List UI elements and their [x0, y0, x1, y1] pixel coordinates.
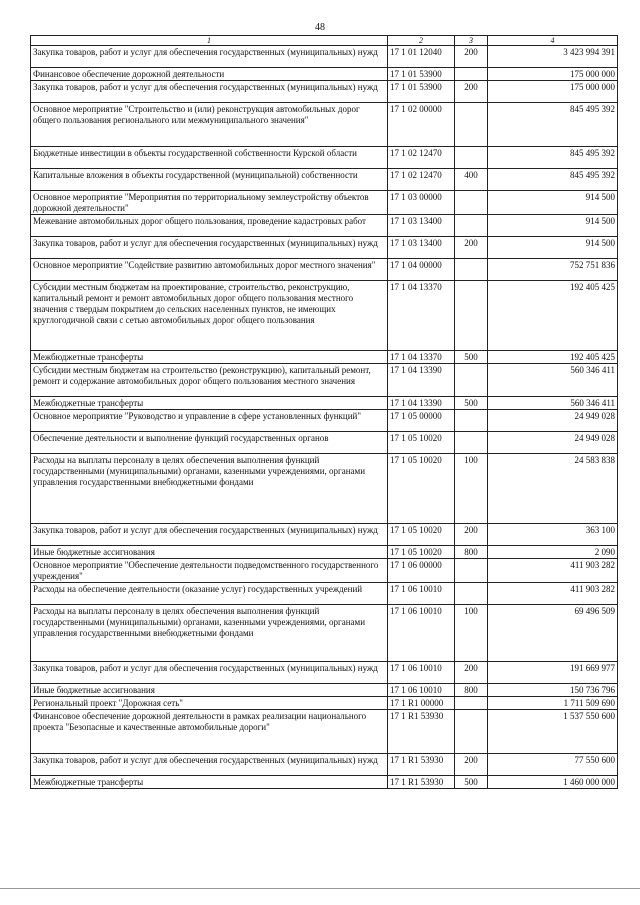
row-code-cell: 17 1 06 10010 — [388, 684, 455, 697]
row-type-cell: 200 — [455, 524, 488, 546]
row-sum-cell: 24 949 028 — [488, 432, 618, 454]
column-header-code: 2 — [388, 36, 455, 46]
table-row — [31, 583, 618, 605]
table-header-row — [31, 36, 618, 46]
row-type-cell — [455, 432, 488, 454]
table-row — [31, 524, 618, 546]
row-sum-cell: 69 496 509 — [488, 605, 618, 662]
row-type-cell — [455, 68, 488, 81]
row-type-cell — [455, 410, 488, 432]
row-sum-cell: 363 100 — [488, 524, 618, 546]
row-code-cell: 17 1 04 13390 — [388, 397, 455, 410]
row-name-cell: Капитальные вложения в объекты государственной (муниципальной) собственности — [31, 169, 388, 191]
table-body — [31, 46, 618, 789]
row-type-cell — [455, 259, 488, 281]
table-row — [31, 697, 618, 710]
column-header-name: 1 — [31, 36, 388, 46]
row-type-cell: 500 — [455, 776, 488, 789]
row-sum-cell: 77 550 600 — [488, 754, 618, 776]
table-row — [31, 662, 618, 684]
row-code-cell: 17 1 06 10010 — [388, 662, 455, 684]
row-sum-cell: 175 000 000 — [488, 68, 618, 81]
row-sum-cell: 191 669 977 — [488, 662, 618, 684]
table-row — [31, 68, 618, 81]
table-row — [31, 191, 618, 215]
row-type-cell: 200 — [455, 81, 488, 103]
row-code-cell: 17 1 04 00000 — [388, 259, 455, 281]
row-sum-cell: 845 495 392 — [488, 169, 618, 191]
row-code-cell: 17 1 04 13370 — [388, 281, 455, 351]
table-row — [31, 684, 618, 697]
row-code-cell: 17 1 03 13400 — [388, 215, 455, 237]
table-row — [31, 169, 618, 191]
row-code-cell: 17 1 04 13370 — [388, 351, 455, 364]
row-code-cell: 17 1 R1 53930 — [388, 710, 455, 754]
row-sum-cell: 24 949 028 — [488, 410, 618, 432]
table-row — [31, 281, 618, 351]
table-row — [31, 103, 618, 147]
row-name-cell: Межевание автомобильных дорог общего пользования, проведение кадастровых работ — [31, 215, 388, 237]
row-name-cell: Основное мероприятие "Мероприятия по территориальному землеустройству объектов дорожной деятельности" — [31, 191, 388, 215]
row-name-cell: Межбюджетные трансферты — [31, 776, 388, 789]
row-name-cell: Региональный проект "Дорожная сеть" — [31, 697, 388, 710]
row-code-cell: 17 1 01 53900 — [388, 68, 455, 81]
table-row — [31, 559, 618, 583]
row-sum-cell: 914 500 — [488, 237, 618, 259]
row-name-cell: Межбюджетные трансферты — [31, 397, 388, 410]
row-type-cell — [455, 147, 488, 169]
row-type-cell — [455, 710, 488, 754]
row-name-cell: Расходы на выплаты персоналу в целях обеспечения выполнения функций государственными (муниципальными) органами, казенными учреждениями, органами управления государственными внебюджетными фондами — [31, 605, 388, 662]
row-name-cell: Закупка товаров, работ и услуг для обеспечения государственных (муниципальных) нужд — [31, 46, 388, 68]
row-type-cell — [455, 103, 488, 147]
row-type-cell: 200 — [455, 46, 488, 68]
row-sum-cell: 175 000 000 — [488, 81, 618, 103]
row-name-cell: Расходы на выплаты персоналу в целях обеспечения выполнения функций государственными (муниципальными) органами, казенными учреждениями, органами управления государственными внебюджетными фондами — [31, 454, 388, 524]
budget-table — [30, 35, 618, 789]
table-row — [31, 454, 618, 524]
row-type-cell — [455, 364, 488, 397]
row-sum-cell: 150 736 796 — [488, 684, 618, 697]
row-sum-cell: 1 460 000 000 — [488, 776, 618, 789]
row-sum-cell: 845 495 392 — [488, 103, 618, 147]
column-header-sum: 4 — [488, 36, 618, 46]
table-row — [31, 259, 618, 281]
row-name-cell: Основное мероприятие "Руководство и управление в сфере установленных функций" — [31, 410, 388, 432]
row-code-cell: 17 1 05 10020 — [388, 432, 455, 454]
row-name-cell: Иные бюджетные ассигнования — [31, 684, 388, 697]
row-sum-cell: 560 346 411 — [488, 397, 618, 410]
table-row — [31, 147, 618, 169]
row-name-cell: Закупка товаров, работ и услуг для обеспечения государственных (муниципальных) нужд — [31, 81, 388, 103]
row-sum-cell: 3 423 994 391 — [488, 46, 618, 68]
row-name-cell: Закупка товаров, работ и услуг для обеспечения государственных (муниципальных) нужд — [31, 237, 388, 259]
row-name-cell: Закупка товаров, работ и услуг для обеспечения государственных (муниципальных) нужд — [31, 524, 388, 546]
table-row — [31, 605, 618, 662]
row-name-cell: Финансовое обеспечение дорожной деятельности — [31, 68, 388, 81]
row-code-cell: 17 1 02 00000 — [388, 103, 455, 147]
page-bottom-rule — [0, 888, 640, 889]
row-type-cell — [455, 697, 488, 710]
row-sum-cell: 1 537 550 600 — [488, 710, 618, 754]
row-type-cell: 500 — [455, 397, 488, 410]
row-type-cell — [455, 215, 488, 237]
row-code-cell: 17 1 R1 00000 — [388, 697, 455, 710]
table-row — [31, 46, 618, 68]
row-type-cell: 800 — [455, 684, 488, 697]
table-row — [31, 776, 618, 789]
row-sum-cell: 411 903 282 — [488, 559, 618, 583]
row-sum-cell: 914 500 — [488, 191, 618, 215]
table-row — [31, 432, 618, 454]
table-row — [31, 754, 618, 776]
table-row — [31, 397, 618, 410]
table-row — [31, 410, 618, 432]
row-type-cell: 200 — [455, 237, 488, 259]
row-type-cell: 100 — [455, 605, 488, 662]
row-sum-cell: 560 346 411 — [488, 364, 618, 397]
row-type-cell: 500 — [455, 351, 488, 364]
row-sum-cell: 24 583 838 — [488, 454, 618, 524]
table-row — [31, 237, 618, 259]
row-code-cell: 17 1 06 10010 — [388, 583, 455, 605]
row-type-cell — [455, 281, 488, 351]
row-name-cell: Межбюджетные трансферты — [31, 351, 388, 364]
row-code-cell: 17 1 05 10020 — [388, 454, 455, 524]
row-name-cell: Закупка товаров, работ и услуг для обеспечения государственных (муниципальных) нужд — [31, 754, 388, 776]
table-row — [31, 710, 618, 754]
row-name-cell: Расходы на обеспечение деятельности (оказание услуг) государственных учреждений — [31, 583, 388, 605]
page-number: 48 — [315, 22, 325, 33]
row-name-cell: Основное мероприятие "Содействие развитию автомобильных дорог местного значения" — [31, 259, 388, 281]
table-row — [31, 215, 618, 237]
row-code-cell: 17 1 R1 53930 — [388, 754, 455, 776]
row-name-cell: Финансовое обеспечение дорожной деятельности в рамках реализации национального проекта "Безопасные и качественные автомобильные дороги" — [31, 710, 388, 754]
row-type-cell — [455, 583, 488, 605]
row-sum-cell: 914 500 — [488, 215, 618, 237]
row-code-cell: 17 1 02 12470 — [388, 169, 455, 191]
row-type-cell — [455, 559, 488, 583]
row-code-cell: 17 1 06 10010 — [388, 605, 455, 662]
table-row — [31, 81, 618, 103]
row-name-cell: Закупка товаров, работ и услуг для обеспечения государственных (муниципальных) нужд — [31, 662, 388, 684]
row-sum-cell: 752 751 836 — [488, 259, 618, 281]
row-name-cell: Основное мероприятие "Строительство и (или) реконструкция автомобильных дорог общего пользования регионального или межмуниципального значения" — [31, 103, 388, 147]
row-sum-cell: 411 903 282 — [488, 583, 618, 605]
row-name-cell: Бюджетные инвестиции в объекты государственной собственности Курской области — [31, 147, 388, 169]
row-type-cell: 800 — [455, 546, 488, 559]
row-code-cell: 17 1 R1 53930 — [388, 776, 455, 789]
table-row — [31, 546, 618, 559]
table-row — [31, 364, 618, 397]
row-name-cell: Субсидии местным бюджетам на проектирование, строительство, реконструкцию, капитальный ремонт и ремонт автомобильных дорог общего пользования местного значения с твердым покрытием до сельских населенных пунктов, не имеющих круглогодичной связи с сетью автомобильных дорог общего пользования — [31, 281, 388, 351]
row-code-cell: 17 1 03 00000 — [388, 191, 455, 215]
column-header-type: 3 — [455, 36, 488, 46]
table-row — [31, 351, 618, 364]
row-code-cell: 17 1 05 10020 — [388, 546, 455, 559]
row-sum-cell: 192 405 425 — [488, 351, 618, 364]
row-sum-cell: 192 405 425 — [488, 281, 618, 351]
row-name-cell: Субсидии местным бюджетам на строительство (реконструкцию), капитальный ремонт, ремонт и содержание автомобильных дорог общего пользования местного значения — [31, 364, 388, 397]
row-code-cell: 17 1 03 13400 — [388, 237, 455, 259]
row-type-cell: 400 — [455, 169, 488, 191]
row-type-cell — [455, 191, 488, 215]
row-name-cell: Иные бюджетные ассигнования — [31, 546, 388, 559]
row-name-cell: Основное мероприятие "Обеспечение деятельности подведомственного государственного учреждения" — [31, 559, 388, 583]
row-code-cell: 17 1 06 00000 — [388, 559, 455, 583]
row-type-cell: 200 — [455, 754, 488, 776]
row-code-cell: 17 1 05 00000 — [388, 410, 455, 432]
row-type-cell: 100 — [455, 454, 488, 524]
row-code-cell: 17 1 05 10020 — [388, 524, 455, 546]
row-type-cell: 200 — [455, 662, 488, 684]
row-code-cell: 17 1 04 13390 — [388, 364, 455, 397]
row-sum-cell: 845 495 392 — [488, 147, 618, 169]
row-code-cell: 17 1 02 12470 — [388, 147, 455, 169]
row-code-cell: 17 1 01 53900 — [388, 81, 455, 103]
row-sum-cell: 2 090 — [488, 546, 618, 559]
row-code-cell: 17 1 01 12040 — [388, 46, 455, 68]
row-sum-cell: 1 711 509 690 — [488, 697, 618, 710]
row-name-cell: Обеспечение деятельности и выполнение функций государственных органов — [31, 432, 388, 454]
